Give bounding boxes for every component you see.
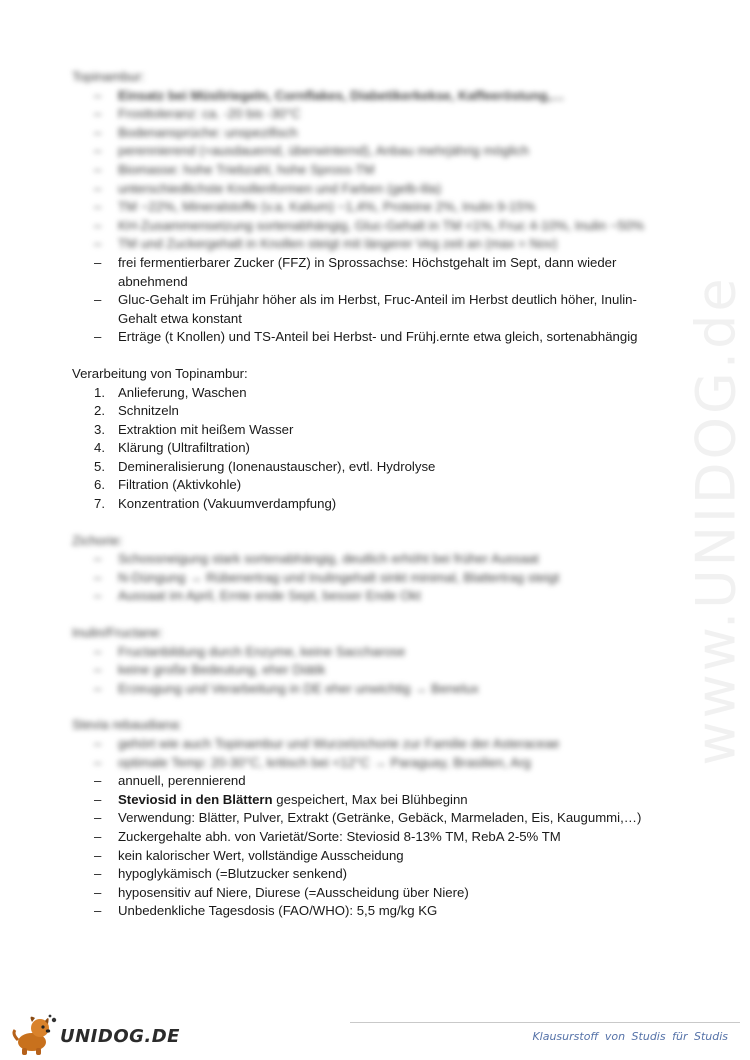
list-item: – N-Düngung → Rübenertrag und Inulingehalt sinkt minimal, Blattertrag steigt <box>94 569 560 585</box>
list-item: 1. Anlieferung, Waschen <box>94 384 247 400</box>
list-item: – hyposensitiv auf Niere, Diurese (=Ausscheidung über Niere) <box>94 884 469 900</box>
footer-tagline: Klausurstoff von Studis für Studis <box>532 1030 728 1043</box>
list-item: – Einsatz bei Müsliriegeln, Cornflakes, Diabetikerkekse, Kaffeeröstung,… <box>94 87 565 103</box>
list-item: – unterschiedlichste Knollenformen und Farben (gelb-lila) <box>94 180 442 196</box>
footer-divider <box>350 1022 740 1023</box>
inulin-list <box>72 643 672 699</box>
list-item: – Erträge (t Knollen) und TS-Anteil bei Herbst- und Frühj.ernte etwa gleich, sortenabhängig <box>94 329 638 345</box>
list-item: – optimale Temp: 20-30°C, kritisch bei <12°C → Paraguay, Brasilien, Arg <box>94 754 531 770</box>
list-item: – Frosttoleranz: ca. -20 bis -30°C <box>94 106 301 122</box>
list-item: – Schossneigung stark sortenabhängig, deutlich erhöht bei früher Aussaat <box>94 551 539 567</box>
watermark <box>676 250 750 790</box>
list-item: 4. Klärung (Ultrafiltration) <box>94 440 250 456</box>
list-item: – Zuckergehalte abh. von Varietät/Sorte: Steviosid 8-13% TM, RebA 2-5% TM <box>94 828 561 844</box>
list-item: – Unbedenkliche Tagesdosis (FAO/WHO): 5,5 mg/kg KG <box>94 903 438 919</box>
list-item: – annuell, perennierend <box>94 773 246 789</box>
zichorie-list <box>72 550 672 606</box>
list-item: – keine große Bedeutung, eher Diätik <box>94 662 326 678</box>
list-item: – Gluc-Gehalt im Frühjahr höher als im Herbst, Fruc-Anteil im Herbst deutlich höher, Inulin-Gehalt etwa konstant <box>94 292 637 326</box>
list-item: – gehört wie auch Topinambur und Wurzelzichorie zur Familie der Asteraceae <box>94 736 560 751</box>
watermark-text: www.UNIDOG.de <box>684 274 748 766</box>
list-item: – Bodenansprüche: unspezifisch <box>94 124 298 140</box>
list-item: 7. Konzentration (Vakuumverdampfung) <box>94 496 337 512</box>
document-body <box>72 68 672 921</box>
list-item: 2. Schnitzeln <box>94 403 179 419</box>
list-item: – TM ~22%, Mineralstoffe (v.a. Kalium) ~1,4%, Proteine 2%, Inulin 9-15% <box>94 199 536 215</box>
topinambur-heading: Topinambur: <box>72 69 145 84</box>
list-item: 6. Filtration (Aktivkohle) <box>94 477 242 493</box>
list-item: – KH-Zusammensetzung sortenabhängig, Gluc-Gehalt in TM <1%, Fruc 4-10%, Inulin ~50% <box>94 217 645 233</box>
list-item: – frei fermentierbarer Zucker (FFZ) in Sprossachse: Höchstgehalt im Sept, dann wieder abnehmend <box>94 254 617 289</box>
stevia-heading: Stevia rebaudiana: <box>72 717 182 733</box>
unidog-logo <box>10 1012 180 1056</box>
zichorie-heading: Zichorie: <box>72 532 123 548</box>
inulin-heading: Inulin/Fructane: <box>72 625 163 641</box>
list-item: – Biomasse: hohe Triebzahl, hohe Spross-TM <box>94 161 375 177</box>
list-item: – Verwendung: Blätter, Pulver, Extrakt (Getränke, Gebäck, Marmeladen, Eis, Kaugummi,…) <box>94 810 642 826</box>
logo-text: UNIDOG.DE <box>60 1026 180 1047</box>
list-item: 3. Extraktion mit heißem Wasser <box>94 421 294 437</box>
list-item: – perennierend (=ausdauernd, überwinternd), Anbau mehrjährig möglich <box>94 143 529 159</box>
list-item: – hypoglykämisch (=Blutzucker senkend) <box>94 866 348 882</box>
list-item: 5. Demineralisierung (Ionenaustauscher), evtl. Hydrolyse <box>94 458 436 474</box>
stevia-list <box>72 735 672 921</box>
verarbeitung-steps <box>72 384 672 514</box>
list-item: – Erzeugung und Verarbeitung in DE eher unwichtig → Benelux <box>94 680 479 696</box>
list-item: – Aussaat im April, Ernte ende Sept, besser Ende Okt <box>94 588 421 604</box>
list-item: – kein kalorischer Wert, vollständige Ausscheidung <box>94 847 404 863</box>
verarbeitung-heading: Verarbeitung von Topinambur: <box>72 365 248 381</box>
dog-icon <box>10 1012 58 1056</box>
list-item: – TM und Zuckergehalt in Knollen steigt mit längerer Veg zeit an (max = Nov) <box>94 236 558 252</box>
topinambur-blurred-list <box>72 87 672 254</box>
topinambur-list <box>72 254 672 347</box>
list-item: – Steviosid in den Blättern gespeichert, Max bei Blühbeginn <box>94 791 468 807</box>
list-item: – Fructanbildung durch Enzyme, keine Saccharose <box>94 643 406 659</box>
steviosid-bold: Steviosid in den Blättern <box>118 791 273 807</box>
